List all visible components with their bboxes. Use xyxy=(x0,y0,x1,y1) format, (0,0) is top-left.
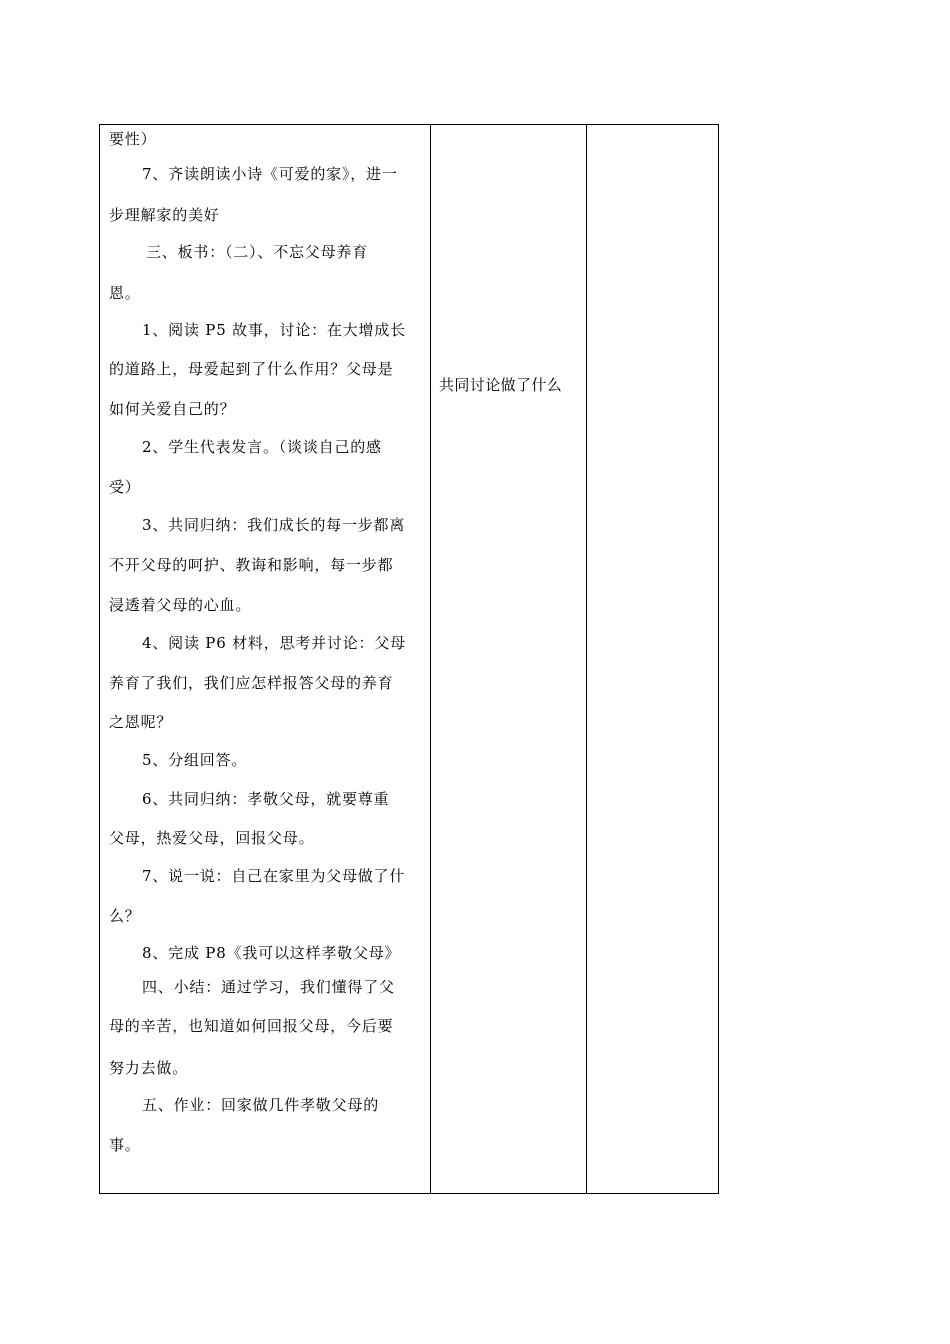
text-line: 事。 xyxy=(109,1136,141,1154)
text-line: 三、板书：（二）、不忘父母养育 xyxy=(146,243,369,261)
text-line: 2、学生代表发言。（谈谈自己的感 xyxy=(142,438,382,456)
text-line: 如何关爱自己的？ xyxy=(109,400,236,418)
text-line: 五、作业：回家做几件孝敬父母的 xyxy=(142,1096,380,1114)
text-line: 7、说一说：自己在家里为父母做了什 xyxy=(142,867,406,885)
text-line: 1、阅读 P5 故事，讨论：在大增成长 xyxy=(142,321,406,339)
text-line: 养育了我们，我们应怎样报答父母的养育 xyxy=(109,674,394,692)
text-line: 受） xyxy=(109,478,141,496)
text-line: 的道路上，母爱起到了什么作用？父母是 xyxy=(109,360,394,378)
text-line: 7、齐读朗读小诗《可爱的家》，进一 xyxy=(142,165,398,183)
text-line: 6、共同归纳：孝敬父母，就要尊重 xyxy=(142,790,390,808)
text-line: 8、完成 P8《我可以这样孝敬父母》 xyxy=(142,944,401,962)
column-divider xyxy=(430,125,431,1193)
text-line: 之恩呢？ xyxy=(109,713,173,731)
student-activity-text: 共同讨论做了什么 xyxy=(439,376,563,394)
text-line: 么？ xyxy=(109,907,141,925)
lesson-plan-table xyxy=(99,124,719,1194)
text-line: 3、共同归纳：我们成长的每一步都离 xyxy=(142,516,406,534)
text-line: 5、分组回答。 xyxy=(142,751,248,769)
text-line: 要性） xyxy=(109,130,157,148)
text-line: 恩。 xyxy=(109,284,141,302)
text-line: 母的辛苦，也知道如何回报父母，今后要 xyxy=(109,1017,394,1035)
text-line: 浸透着父母的心血。 xyxy=(109,596,252,614)
text-line: 四、小结：通过学习，我们懂得了父 xyxy=(142,978,395,996)
text-line: 不开父母的呵护、教诲和影响，每一步都 xyxy=(109,556,394,574)
text-line: 4、阅读 P6 材料，思考并讨论：父母 xyxy=(142,634,406,652)
text-line: 努力去做。 xyxy=(109,1059,189,1077)
column-divider xyxy=(586,125,587,1193)
text-line: 父母，热爱父母，回报父母。 xyxy=(109,829,315,847)
text-line: 步理解家的美好 xyxy=(109,206,220,224)
